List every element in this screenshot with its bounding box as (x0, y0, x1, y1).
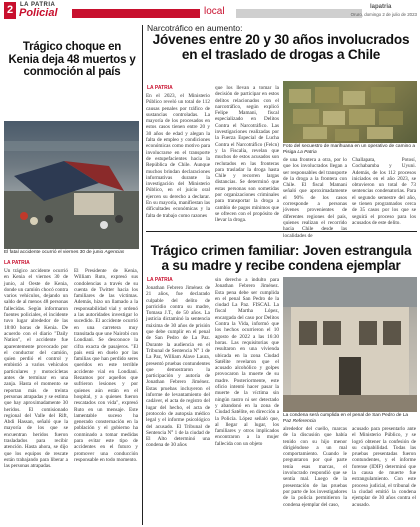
left-byline: LA PATRIA (4, 260, 30, 266)
section-tab: local (204, 6, 225, 17)
header-red-bar (72, 9, 200, 18)
left-col-1: Un trágico accidente ocurrió en Kenia el viernes 30 de junio, al Oeste de Kenia, donde un camión chocó contra varios vehículos, dejando un saldo de al menos 48 personas fallecidas. Según informaron fuentes policiales, el incidente tuvo lugar alrededor de las 18:00 horas de Kenia. De acuerdo con el diario "Daily Nation", el accidente fue aparentemente provocado por el conductor del camión, quien perdió el control y embistió a varios vehículos particulares y motocicletas antes de terminar en una zanja. Hasta el momento se reportan más de treinta personas atrapadas y se estima que hay aproximadamente 30 heridos. El comisionado regional del Valle del Rift, Abdi Hassan, señaló que la mayoría de los que se encuentran heridos fueron trasladados para recibir atención. Hasta ahora, se dijo que los equipos de rescate están trabajando para liberar a las personas atrapadas. (4, 268, 68, 470)
bottom-photo (283, 277, 417, 412)
bottom-headline: Trágico crimen familiar: Joven estrangula a su madre y recibe condena ejemplar (150, 243, 412, 273)
vertical-divider (142, 25, 143, 525)
left-caption-credit: Agencias (104, 250, 125, 255)
top-story (146, 23, 417, 239)
top-caption-credit: La Patria (297, 149, 317, 155)
top-col-2: que los llevan a tomar la decisión de participar en estos delitos relacionados con el narcotráfico, según explicó Felipe Mamani, fiscal especializado en Delitos Contra el Narcotráfico. Las investigaciones realizadas por la Fuerza Especial de Lucha Contra el Narcotráfico (Felcn) y la Fiscalía, revelan que muchos de estos acusados son reclutados en las fronteras para trasladar la droga hasta Chile y recorren largas distancias. Se determinó que estas personas son sometidas por organizaciones criminales para transportar la droga a cambio de pagos mínimos que se ofrecen con el propósito de llevar la droga. (215, 85, 279, 224)
left-col-2: El Presidente de Kenia, William Ruto, expresó sus condolencias a través de su cuenta de Twitter hacia los familiares de las víctimas. Además, hizo un llamado a la responsabilidad vial y ordenó a las autoridades investigar lo sucedido. El accidente ocurrió en una carretera muy transitada que une Nairobi con Londiani. Se desconoce la cifra exacta de pasajeros. "El país está en duelo por las familias que han perdido seres queridos en este terrible accidente vial en Londiani. Rezamos por aquellos que sufrieron lesiones y por quienes aún están en el hospital, y a quienes fueron rescatados con vida", expresó Ruto en un mensaje. Este lamentable suceso ha generado consternación en la población y el gobierno ha conminado a tomar medidas para evitar este tipo de accidentes en el futuro y promover una conducción responsable en todo momento. (74, 268, 138, 463)
top-col-1: En el 2023, el Ministerio Público reveló un total de 112 causas penales por tráfico de sustancias controladas. La mayoría de los procesados en estos casos tienen entre 20 y 30 años de edad y alegan la falta de empleo y condiciones económicas como motivo para involucrarse en el transporte de estupefacientes hacia la República de Chile. Aunque muchos brindan declaraciones informativas durante la investigación del Ministerio Público, en el juicio oral ejercen su derecho a declarar. En su mayoría, manifiestan las dificultades económicas y la falta de trabajo como razones (146, 93, 210, 219)
brand-section: Policial (19, 7, 58, 19)
bottom-caption-text: La condena será cumplida en el penal de San Pedro de La Paz (283, 413, 409, 424)
left-headline: Trágico choque en Kenia deja 48 muertos y conmoción al país (8, 41, 136, 78)
header-bar (0, 0, 420, 22)
left-photo-caption (4, 250, 139, 256)
left-photo (4, 121, 139, 249)
top-byline: LA PATRIA (147, 85, 173, 91)
bottom-col-4: acusado para presentarlo ante el Ministerio Público, y se logró obtener la confesión de su culpabilidad. Todas las pruebas presentadas fueron contundentes, y el informe forense (IDIF) determinó que la causa de muerte fue estrangulamiento. Con este proceso judicial, el tribunal de la ciudad emitió la condena ejemplar de 30 años contra el acusado. (352, 426, 416, 508)
brand-right-date: Oruro, domingo 2 de julio de 2023 (350, 12, 417, 17)
horizontal-divider (146, 231, 417, 232)
drug-seizure-image (283, 81, 417, 143)
top-col-4: Challapata, Potosí, Cochabamba y Uyuni. Además, de los 112 procesos iniciados en el año 2023, se obtuvieron un total de 73 sentencias condenatorias. Para el segundo semestre del año, se tienen programados cerca de 35 casos por los que se seguirá el proceso para los acusados de este delito. (352, 157, 416, 226)
bottom-col-1: Jonathan Febrero Jiménez de 21 años, fue declarado culpable del delito de parricidio contra su madre, Tomasa J.T., de 50 años. La justicia dictaminó la sentencia máxima de 30 años de prisión que debe cumplir en el penal de San Pedro de La Paz. Durante la audiencia en el Tribunal de Sentencia N° 1 de La Paz, William Alave Laura, presentó pruebas contundentes que demostraron la participación y autoría de Jonathan Febrero Jiménez. Estas pruebas incluyeron el informe de levantamiento del cadáver, el acta de registro del lugar del hecho, el acta de protocolo de autopsia médico legal y el informe psicológico del acusado. El Tribunal de Sentencia N° 1 de la ciudad de El Alto determinó una condena de 30 años (146, 285, 210, 449)
bottom-story (146, 235, 417, 525)
bottom-photo-caption (283, 413, 417, 424)
brand-right-top: lapatria (370, 4, 392, 10)
top-kicker: Narcotráfico en aumento: (147, 23, 243, 33)
crash-scene-image (4, 121, 139, 249)
brand-top: LA PATRIA (20, 2, 56, 8)
bottom-caption-credit: Referencia (292, 418, 316, 424)
page-number: 2 (4, 2, 16, 19)
bottom-col-3: alrededor del cuello, marcas de la discusión que había tenido con su hijo menor dirigiéndose a un mal comportamiento. Cuando le preguntaron por qué parte tenía esas marcas, el involucrado respondió que se sentía mal. Luego de la presentación de las pruebas por parte de los investigadores de la policía permitieron la condena ejemplar del caso, (283, 426, 347, 508)
prison-facade-image (283, 277, 417, 412)
left-caption-text: El fatal accidente ocurrió el viernes 30 de junio (4, 250, 104, 255)
top-col-3: de una frontera a otra, por lo que los involucrados llegan a ser responsables del transporte de la droga a la frontera con Chile. El fiscal Mamani señaló que aproximadamente el 90% de los casos corresponde a personas jóvenes provenientes de diferentes regiones del país, quienes realizan el recorrido hacia Chile desde las localidades de (283, 157, 347, 239)
top-headline: Jóvenes entre 20 y 30 años involucrados en el traslado de drogas a Chile (152, 32, 410, 62)
bottom-col-2: sin derecho a indulto para Jonathan Febrero Jiménez. Esta pena debe ser cumplida en el penal San Pedro de la ciudad La Paz. FISCAL La fiscal Martha López, encargada del caso por Delitos Contra la Vida, informó que los hechos ocurrieron el 10 agosto de 2022 a las 16:30 horas. Las requisitorias que resultaron en una vivienda ubicada en la zona Ciudad Satélite revelaron que el acusado alcohólico y golpes provocaron la muerte de su madre. Posteriormente, este oficio intentó hacer pasar la muerte de la víctima sin ningún rastro ni ser detectado y abandonó en la zona de Ciudad Satélite, en dirección a la Policía. López señaló que, al llegar al lugar, los familiares y otros implicados encontraron a la mujer fallecida con un objeto (215, 277, 279, 447)
top-photo (283, 81, 417, 143)
left-article (4, 25, 139, 525)
top-caption-text: Foto del secuestro de marihuana en un operativo de camino a Pisiga (283, 144, 415, 155)
bottom-byline: LA PATRIA (147, 277, 173, 283)
top-photo-caption (283, 144, 417, 155)
